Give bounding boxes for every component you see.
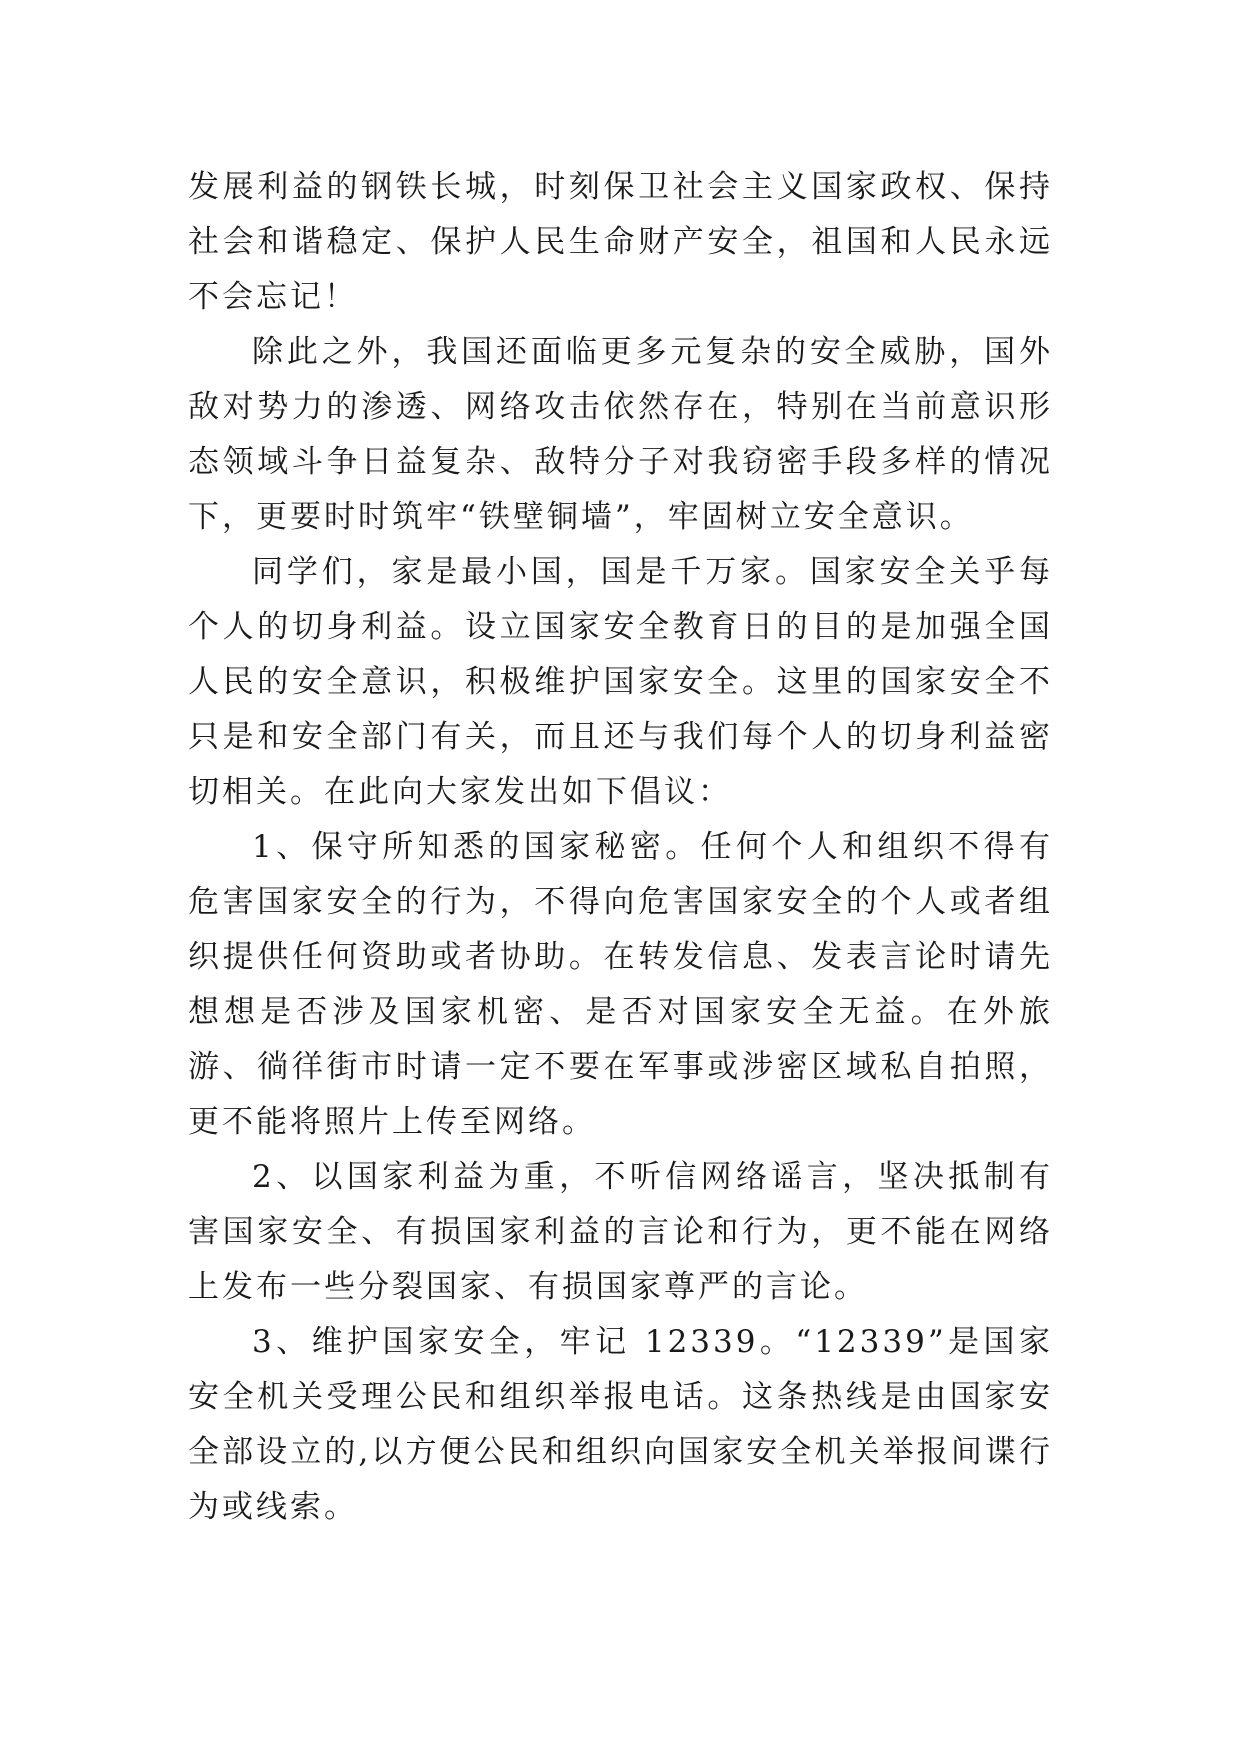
paragraph-point-2: 2、以国家利益为重，不听信网络谣言，坚决抵制有害国家安全、有损国家利益的言论和行为，更不能在网络上发布一些分裂国家、有损国家尊严的言论。 xyxy=(188,1159,1053,1305)
paragraph-point-3: 3、维护国家安全，牢记 12339。“12339”是国家安全机关受理公民和组织举报电话。这条热线是由国家安全部设立的,以方便公民和组织向国家安全机关举报间谍行为或线索。 xyxy=(188,1324,1053,1525)
paragraph-students-appeal: 同学们，家是最小国，国是千万家。国家安全关乎每个人的切身利益。设立国家安全教育日的目的是加强全国人民的安全意识，积极维护国家安全。这里的国家安全不只是和安全部门有关，而且还与我们每个人的切身利益密切相关。在此向大家发出如下倡议： xyxy=(188,554,1053,810)
paragraph-continuation: 发展利益的钢铁长城，时刻保卫社会主义国家政权、保持社会和谐稳定、保护人民生命财产安全，祖国和人民永远不会忘记！ xyxy=(188,169,1053,315)
paragraph-security-threats: 除此之外，我国还面临更多元复杂的安全威胁，国外敌对势力的渗透、网络攻击依然存在，特别在当前意识形态领域斗争日益复杂、敌特分子对我窃密手段多样的情况下，更要时时筑牢“铁壁铜墙”，牢固树立安全意识。 xyxy=(188,334,1053,535)
paragraph-point-1: 1、保守所知悉的国家秘密。任何个人和组织不得有危害国家安全的行为，不得向危害国家安全的个人或者组织提供任何资助或者协助。在转发信息、发表言论时请先想想是否涉及国家机密、是否对国家安全无益。在外旅游、徜徉街市时请一定不要在军事或涉密区域私自拍照，更不能将照片上传至网络。 xyxy=(188,829,1053,1140)
document-body xyxy=(188,160,1053,1535)
